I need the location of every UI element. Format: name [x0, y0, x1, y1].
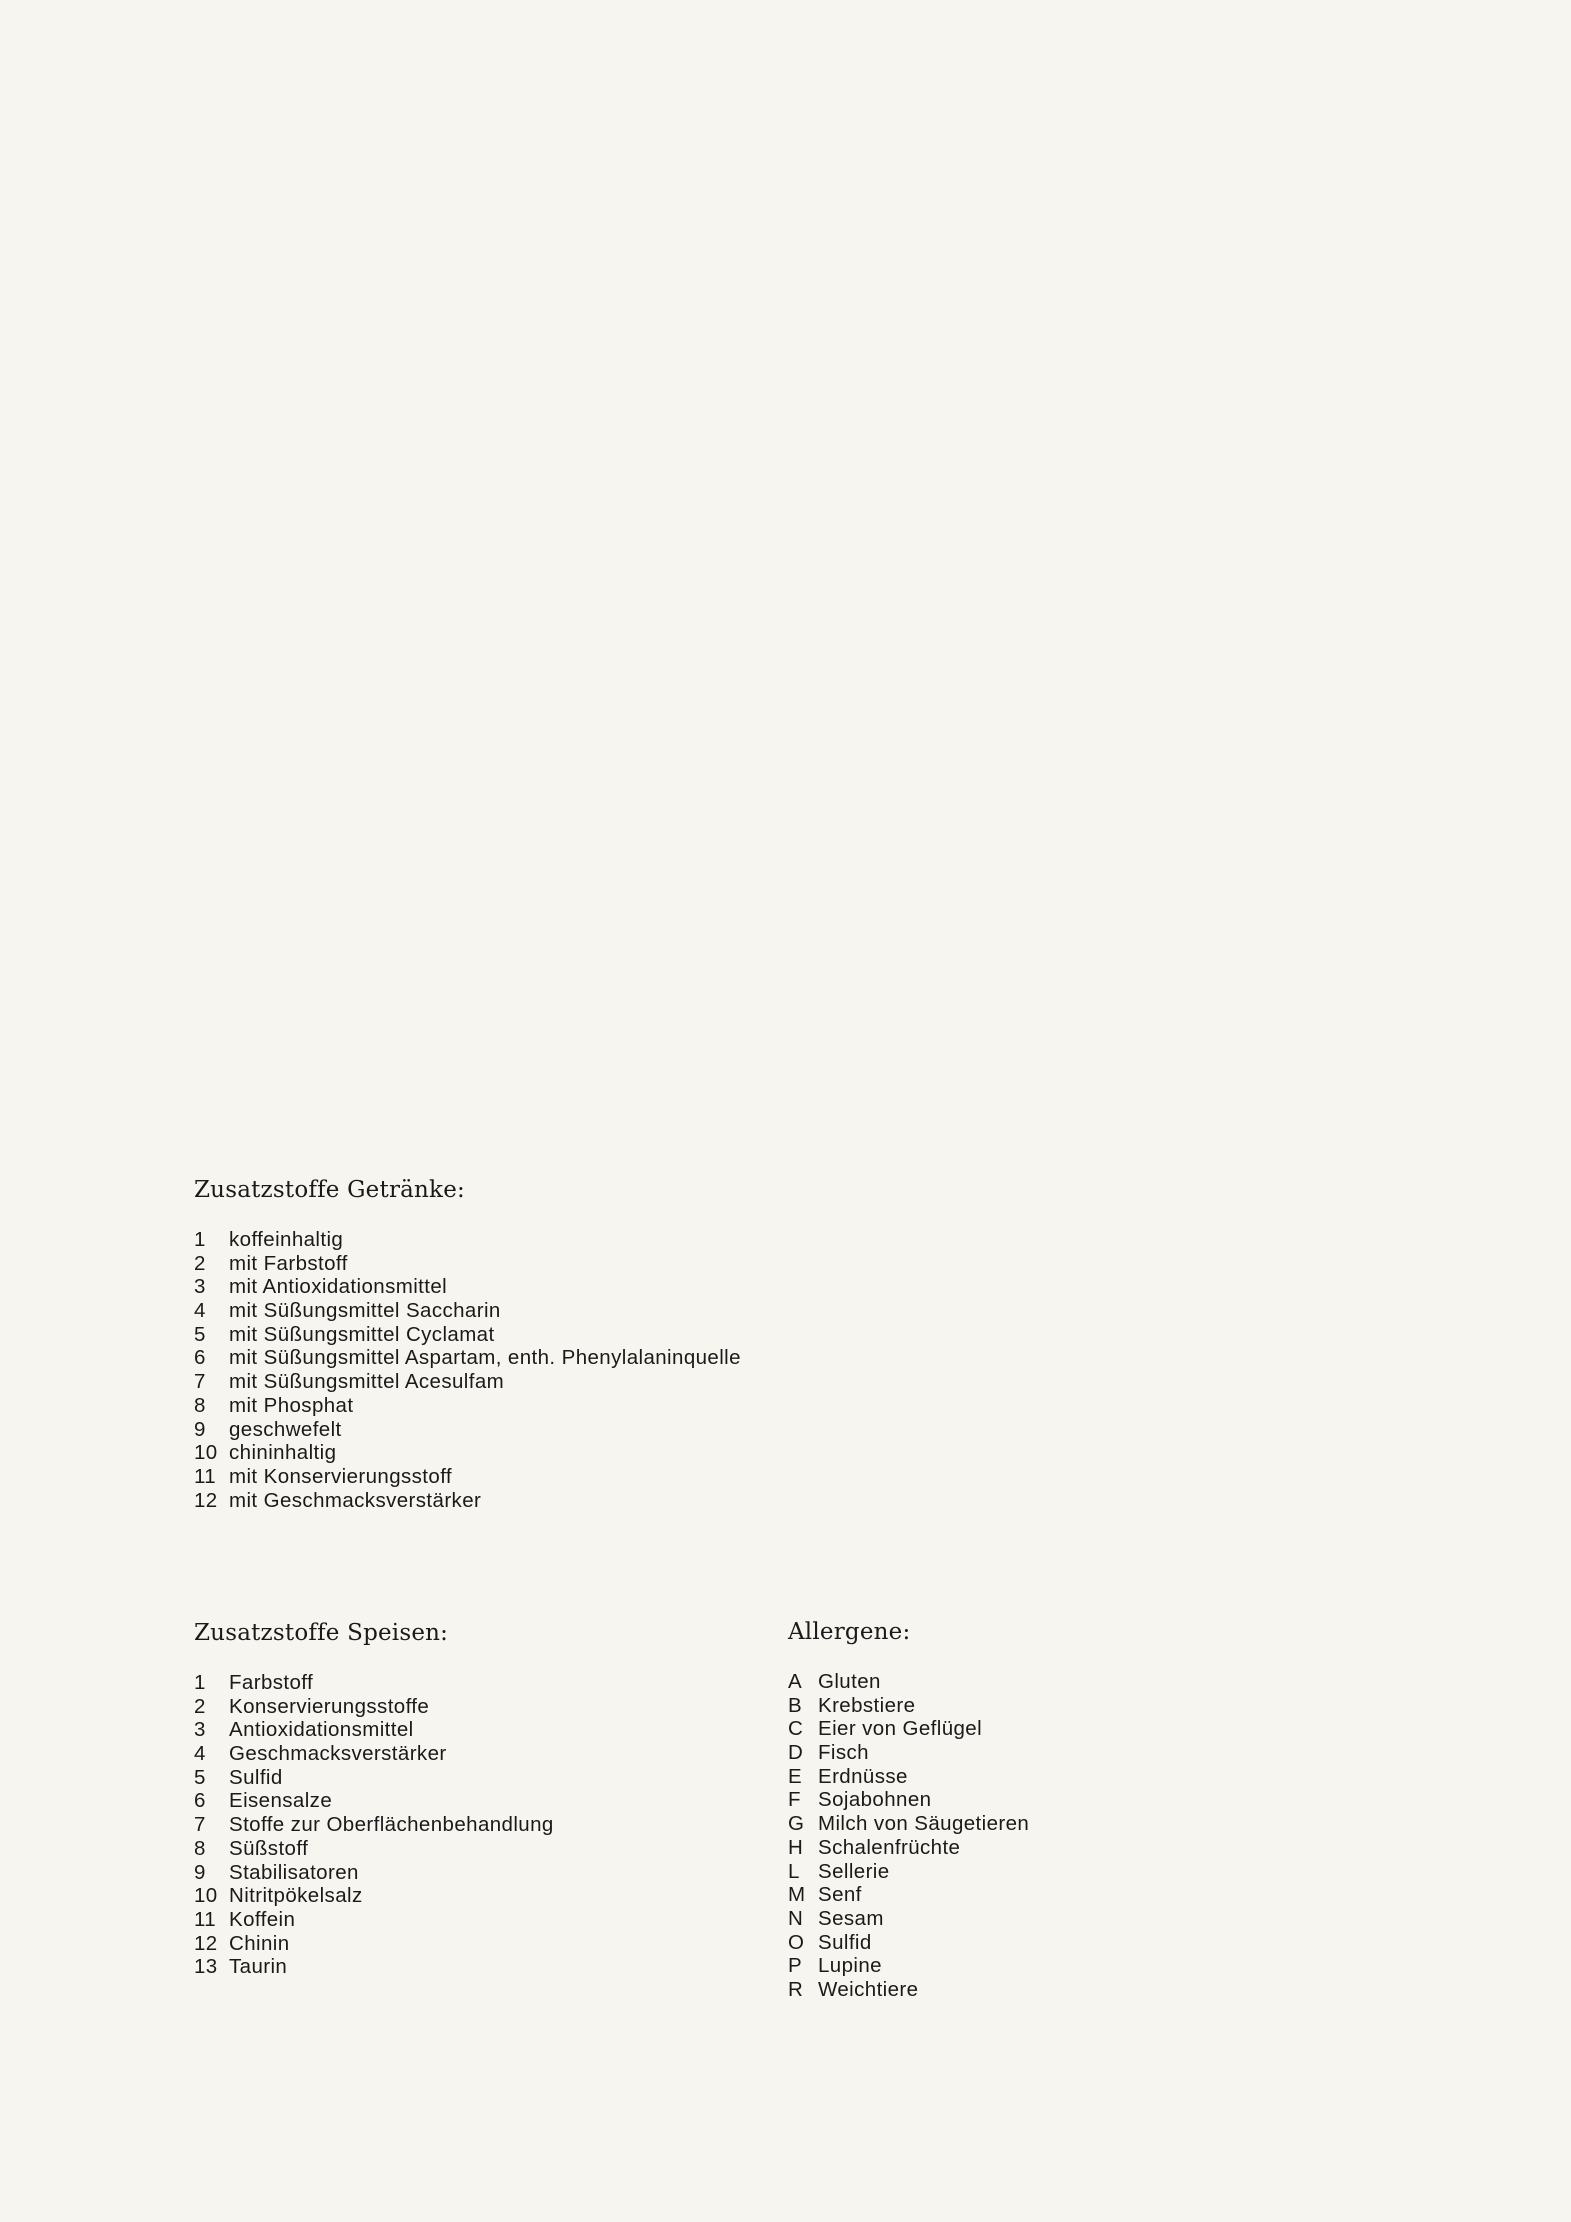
item-code: P — [788, 1954, 803, 1978]
list-item — [788, 1954, 1029, 1978]
item-label: mit Geschmacksverstärker — [229, 1488, 482, 1512]
list-item — [194, 1228, 741, 1252]
item-label: geschwefelt — [229, 1417, 342, 1441]
item-code: 12 — [194, 1931, 218, 1955]
item-code: C — [788, 1717, 804, 1741]
list-item — [788, 1670, 1029, 1694]
item-code: L — [788, 1859, 800, 1883]
allergens-list — [788, 1670, 1029, 2002]
list-item — [788, 1765, 1029, 1789]
list-item — [194, 1394, 741, 1418]
drinks-additives-section — [194, 1175, 741, 1512]
item-code: F — [788, 1788, 801, 1812]
item-label: Süßstoff — [229, 1836, 309, 1860]
item-label: Schalenfrüchte — [818, 1835, 961, 1859]
item-code: M — [788, 1883, 806, 1907]
list-item — [788, 1717, 1029, 1741]
item-code: 3 — [194, 1275, 206, 1299]
item-label: Erdnüsse — [818, 1764, 908, 1788]
item-code: 12 — [194, 1488, 218, 1512]
food-additives-section — [194, 1618, 554, 1979]
list-item — [194, 1275, 741, 1299]
item-code: 9 — [194, 1417, 206, 1441]
item-label: Stoffe zur Oberflächenbehandlung — [229, 1813, 554, 1837]
item-code: 1 — [194, 1671, 206, 1694]
item-code: 10 — [194, 1884, 218, 1908]
item-code: 6 — [194, 1346, 206, 1370]
list-item — [788, 1741, 1029, 1765]
item-label: mit Süßungsmittel Aspartam, enth. Phenylalaninquelle — [229, 1346, 741, 1370]
item-label: mit Farbstoff — [229, 1251, 348, 1275]
item-label: mit Süßungsmittel Saccharin — [229, 1299, 501, 1323]
item-label: chininhaltig — [229, 1441, 337, 1465]
list-item — [194, 1861, 554, 1885]
list-item — [194, 1252, 741, 1276]
item-label: Farbstoff — [229, 1671, 314, 1694]
item-label: Milch von Säugetieren — [818, 1812, 1030, 1836]
list-item — [788, 1812, 1029, 1836]
allergens-section — [788, 1617, 1029, 2002]
item-label: Nitritpökelsalz — [229, 1884, 363, 1908]
item-label: mit Antioxidationsmittel — [229, 1275, 448, 1299]
list-item — [194, 1932, 554, 1956]
list-item — [194, 1370, 741, 1394]
list-item — [194, 1323, 741, 1347]
item-label: Geschmacksverstärker — [229, 1742, 447, 1766]
list-item — [788, 1788, 1029, 1812]
item-code: 11 — [194, 1464, 217, 1488]
item-code: R — [788, 1977, 804, 2001]
item-code: 3 — [194, 1718, 206, 1742]
item-label: Koffein — [229, 1907, 296, 1931]
item-code: 10 — [194, 1441, 218, 1465]
item-code: 4 — [194, 1299, 206, 1323]
list-item — [194, 1465, 741, 1489]
item-label: Eisensalze — [229, 1789, 333, 1813]
item-label: Sulfid — [818, 1930, 872, 1954]
item-label: Chinin — [229, 1931, 290, 1955]
item-code: 1 — [194, 1228, 206, 1251]
drinks-additives-list — [194, 1228, 741, 1512]
list-item — [788, 1860, 1029, 1884]
item-label: koffeinhaltig — [229, 1228, 344, 1251]
list-item — [788, 1694, 1029, 1718]
item-code: N — [788, 1906, 804, 1930]
list-item — [194, 1695, 554, 1719]
item-code: 11 — [194, 1907, 217, 1931]
item-code: 6 — [194, 1789, 206, 1813]
list-item — [194, 1789, 554, 1813]
item-label: Gluten — [818, 1670, 881, 1693]
item-label: Antioxidationsmittel — [229, 1718, 414, 1742]
item-code: 8 — [194, 1393, 206, 1417]
item-code: 5 — [194, 1765, 206, 1789]
item-label: Eier von Geflügel — [818, 1717, 983, 1741]
item-label: Sesam — [818, 1906, 884, 1930]
item-code: 8 — [194, 1836, 206, 1860]
drinks-additives-heading: Zusatzstoffe Getränke: — [194, 1177, 465, 1203]
item-code: 2 — [194, 1694, 206, 1718]
item-code: E — [788, 1764, 803, 1788]
list-item — [194, 1908, 554, 1932]
list-item — [194, 1884, 554, 1908]
item-label: mit Süßungsmittel Cyclamat — [229, 1322, 495, 1346]
item-code: 7 — [194, 1370, 206, 1394]
item-label: Stabilisatoren — [229, 1860, 359, 1884]
item-code: A — [788, 1670, 803, 1693]
item-code: G — [788, 1812, 805, 1836]
item-label: Taurin — [229, 1955, 288, 1979]
item-code: 2 — [194, 1251, 206, 1275]
list-item — [194, 1299, 741, 1323]
item-label: Senf — [818, 1883, 862, 1907]
list-item — [194, 1718, 554, 1742]
item-code: 9 — [194, 1860, 206, 1884]
list-item — [788, 1883, 1029, 1907]
list-item — [788, 1978, 1029, 2002]
item-label: Konservierungsstoffe — [229, 1694, 430, 1718]
item-label: Fisch — [818, 1741, 869, 1765]
item-label: mit Konservierungsstoff — [229, 1464, 453, 1488]
list-item — [788, 1836, 1029, 1860]
item-code: 13 — [194, 1955, 218, 1979]
item-label: mit Phosphat — [229, 1393, 354, 1417]
item-code: 7 — [194, 1813, 206, 1837]
list-item — [788, 1931, 1029, 1955]
list-item — [788, 1907, 1029, 1931]
item-code: 4 — [194, 1742, 206, 1766]
item-label: Weichtiere — [818, 1977, 919, 2001]
item-code: D — [788, 1741, 804, 1765]
food-additives-heading: Zusatzstoffe Speisen: — [194, 1620, 449, 1646]
item-code: O — [788, 1930, 805, 1954]
list-item — [194, 1489, 741, 1513]
item-label: Krebstiere — [818, 1693, 916, 1717]
list-item — [194, 1813, 554, 1837]
allergens-heading: Allergene: — [788, 1619, 911, 1645]
list-item — [194, 1441, 741, 1465]
list-item — [194, 1742, 554, 1766]
list-item — [194, 1766, 554, 1790]
list-item — [194, 1346, 741, 1370]
list-item — [194, 1837, 554, 1861]
list-item — [194, 1671, 554, 1695]
food-additives-list — [194, 1671, 554, 1979]
item-label: Sulfid — [229, 1765, 283, 1789]
item-label: mit Süßungsmittel Acesulfam — [229, 1370, 505, 1394]
list-item — [194, 1418, 741, 1442]
item-label: Sellerie — [818, 1859, 890, 1883]
item-code: B — [788, 1693, 803, 1717]
item-code: 5 — [194, 1322, 206, 1346]
list-item — [194, 1955, 554, 1979]
item-code: H — [788, 1835, 804, 1859]
item-label: Lupine — [818, 1954, 882, 1978]
item-label: Sojabohnen — [818, 1788, 932, 1812]
